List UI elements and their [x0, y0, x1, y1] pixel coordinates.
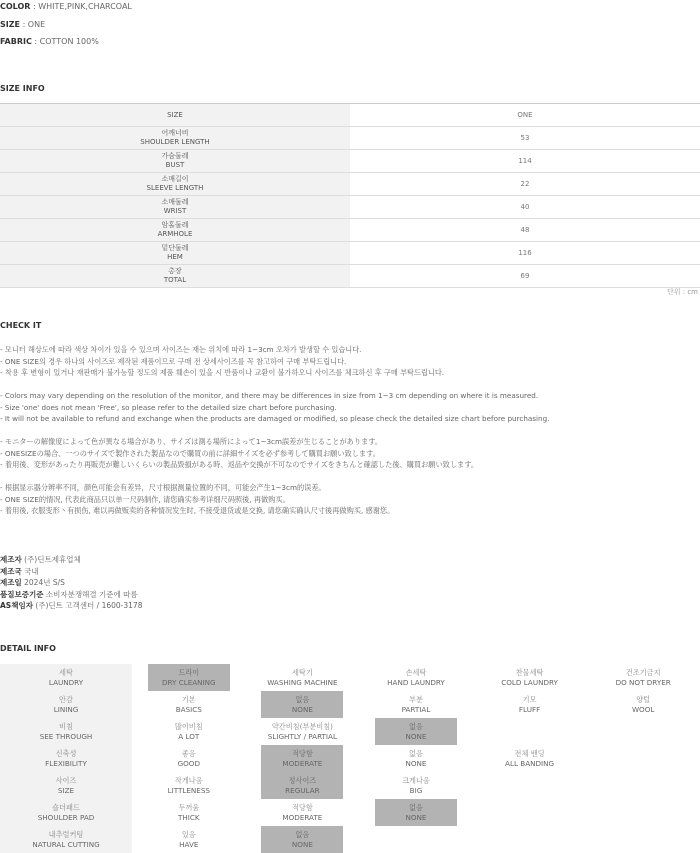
check-note-line: - ONE SIZE的情况, 代表此商品只以单一尺码制作, 请您确实参考详细尺码照後, 再做购买。 [0, 494, 290, 504]
measure-label [0, 242, 350, 264]
manufacture-value: 국내 [21, 566, 39, 576]
manufacture-label: 제조국 [0, 566, 22, 576]
detail-option [489, 772, 571, 799]
measure-value: 116 [518, 249, 532, 257]
detail-option-ko: 없음 [409, 802, 423, 812]
detail-option-ko: 없음 [409, 721, 423, 731]
size-table-row [0, 196, 700, 219]
detail-option-ko: 많이비침 [174, 721, 203, 731]
measure-label-ko: 밑단둘레 [161, 244, 189, 252]
measure-label-ko: 암홀둘레 [161, 221, 189, 229]
detail-option [602, 691, 684, 718]
check-note-line: - Colors may vary depending on the resolution of the monitor, and there may be differences in size from 1~3 cm depending on where it is measured. [0, 391, 539, 400]
size-table-row [0, 150, 700, 173]
detail-option-ko: 없음 [295, 829, 310, 839]
detail-option-en: THICK [177, 812, 200, 822]
measure-label-en: ARMHOLE [157, 230, 193, 238]
detail-option-ko: 좋음 [181, 748, 196, 758]
detail-header-ko: 신축성 [55, 748, 77, 758]
detail-row-header [0, 664, 132, 691]
detail-header-en: NATURAL CUTTING [32, 839, 100, 849]
detail-option-en: NONE [405, 812, 427, 822]
detail-option-en: NONE [291, 704, 313, 714]
detail-option [148, 691, 230, 718]
detail-option-en: MODERATE [282, 758, 323, 768]
unit-label: 단위 : cm [666, 288, 698, 296]
color-value: : WHITE,PINK,CHARCOAL [33, 2, 132, 11]
detail-option-en: FLUFF [518, 704, 541, 714]
detail-row-header [0, 718, 132, 745]
check-it-title: CHECK IT [0, 321, 42, 330]
measure-label-en: BUST [165, 161, 185, 169]
detail-option [489, 799, 571, 826]
detail-option-en: DO NOT DRYER [615, 677, 671, 687]
detail-option [148, 799, 230, 826]
manufacture-line [0, 589, 138, 600]
detail-option [489, 745, 571, 772]
check-note-line: - ONE SIZE의 경우 하나의 사이즈로 제작된 제품이므로 구매 전 상세사이즈를 꼭 참고하여 구매 부탁드립니다. [0, 356, 347, 366]
detail-header-en: LAUNDRY [48, 677, 84, 687]
size-info-title: SIZE INFO [0, 84, 45, 93]
measure-label [0, 219, 350, 241]
detail-header-en: SEE THROUGH [39, 731, 93, 741]
measure-label-en: WRIST [163, 207, 187, 215]
measure-label-en: HEM [167, 253, 183, 261]
detail-option-ko: 기모 [522, 694, 537, 704]
detail-header-ko: 안감 [59, 694, 73, 704]
detail-option-ko: 세탁기 [291, 667, 313, 677]
detail-row [0, 799, 700, 826]
detail-option-en: REGULAR [285, 785, 320, 795]
size-table-row [0, 127, 700, 150]
detail-header-ko: 비침 [59, 721, 73, 731]
detail-option-en: BASICS [175, 704, 202, 714]
detail-option [148, 772, 230, 799]
detail-option [602, 745, 684, 772]
detail-option [489, 664, 571, 691]
manufacture-value: (주)딘트 고객센터 / 1600-3178 [32, 601, 143, 610]
detail-option-selected [375, 799, 457, 826]
detail-option [602, 718, 684, 745]
manufacture-label: 제조자 [0, 555, 22, 564]
detail-option [375, 826, 457, 853]
detail-option [489, 691, 571, 718]
detail-option [261, 799, 343, 826]
detail-option-selected [148, 664, 230, 691]
detail-option-ko: 작게나옴 [174, 775, 203, 785]
detail-row [0, 772, 700, 799]
measure-label [0, 265, 350, 287]
measure-value: 48 [520, 226, 530, 234]
detail-option-selected [261, 772, 343, 799]
size-header-label: SIZE [0, 104, 350, 126]
measure-label-ko: 어깨너비 [161, 129, 189, 137]
detail-row [0, 691, 700, 718]
size-table-row [0, 219, 700, 242]
detail-row [0, 745, 700, 772]
manufacture-value: 소비자분쟁해결 기준에 따름 [43, 589, 138, 599]
detail-option-en: HAND LAUNDRY [387, 677, 445, 687]
detail-option [602, 664, 684, 691]
detail-option [375, 664, 457, 691]
detail-option-en: WOOL [631, 704, 655, 714]
detail-option [148, 745, 230, 772]
color-label: COLOR [0, 2, 31, 11]
detail-header-en: FLEXIBILITY [45, 758, 87, 768]
measure-value: 53 [520, 134, 530, 142]
detail-header-ko: 세탁 [59, 667, 73, 677]
manufacture-line [0, 566, 39, 577]
manufacture-line [0, 600, 142, 611]
manufacture-value: 2024년 S/S [21, 578, 65, 587]
detail-option-en: BIG [409, 785, 423, 795]
detail-option-en: SLIGHTLY / PARTIAL [267, 731, 337, 741]
measure-label-en: TOTAL [163, 276, 187, 284]
detail-option-en: COLD LAUNDRY [501, 677, 558, 687]
detail-header-ko: 사이즈 [55, 775, 77, 785]
color-line [0, 2, 132, 11]
detail-option-en: MODERATE [282, 812, 323, 822]
detail-row-header [0, 772, 132, 799]
detail-option-en: NONE [405, 758, 427, 768]
manufacture-label: 제조일 [0, 578, 22, 587]
detail-option-en: HAVE [179, 839, 199, 849]
fabric-label: FABRIC [0, 37, 32, 46]
size-label: SIZE [0, 20, 21, 29]
detail-option-ko: 없음 [295, 694, 310, 704]
measure-label [0, 196, 350, 218]
measure-label-ko: 총장 [168, 267, 182, 275]
measure-value: 40 [520, 203, 530, 211]
detail-option-en: NONE [291, 839, 313, 849]
detail-option-ko: 크게나옴 [402, 775, 430, 785]
detail-option-ko: 기본 [181, 694, 196, 704]
detail-option-ko: 찬물세탁 [515, 667, 544, 677]
detail-option-ko: 약간비침(부분비침) [271, 721, 333, 731]
detail-option [602, 772, 684, 799]
measure-label-en: SLEEVE LENGTH [146, 184, 204, 192]
detail-option-en: NONE [405, 731, 427, 741]
measure-label [0, 173, 350, 195]
detail-option-selected [261, 691, 343, 718]
detail-option-en: LITTLENESS [167, 785, 210, 795]
detail-header-ko: 내추럴커팅 [48, 829, 84, 839]
check-note-line: - Size 'one' does not mean 'Free', so please refer to the detailed size chart before purchasing. [0, 402, 337, 412]
detail-option [375, 745, 457, 772]
detail-option-ko: 손세탁 [405, 667, 427, 677]
detail-option [375, 772, 457, 799]
measure-value: 114 [518, 157, 532, 165]
detail-option-en: PARTIAL [401, 704, 431, 714]
measure-value: 69 [520, 272, 530, 280]
size-table-row [0, 242, 700, 265]
check-note-line: - 着用後、変形があったり再販売が難しいくらいの製品毀損がある時、返品や交換が不可なのでサイズをきちんと確認した後、購買お願い致します。 [0, 460, 479, 470]
detail-option-ko: 있음 [181, 829, 196, 839]
size-table-row [0, 265, 700, 288]
size-value: : ONE [22, 20, 46, 29]
detail-option-en: WASHING MACHINE [267, 677, 338, 687]
detail-option-ko: 전체 밴딩 [514, 748, 545, 758]
measure-label [0, 150, 350, 172]
fabric-line [0, 37, 99, 46]
detail-row-header [0, 826, 132, 853]
detail-header-ko: 숄더패드 [52, 802, 80, 812]
check-note-line: - 착용 후 변형이 있거나 재판매가 불가능할 정도의 제품 훼손이 있을 시 반품이나 교환이 불가하오니 사이즈를 체크하신 후 구매 부탁드립니다. [0, 368, 445, 378]
manufacture-label: AS책임자 [0, 601, 33, 610]
detail-option [489, 718, 571, 745]
detail-option-en: DRY CLEANING [161, 677, 216, 687]
size-line [0, 20, 45, 29]
detail-option-en: GOOD [177, 758, 200, 768]
check-note-line: - 着用後, 衣服变形丶有损伤, 难以再做贩卖的各种情况发生时, 不接受退货或是交换, 请您确实确认尺寸後再做购买, 感谢您。 [0, 506, 395, 516]
measure-label [0, 127, 350, 149]
measure-label-ko: 소매길이 [161, 175, 189, 183]
check-note-line: - 모니터 해상도에 따라 색상 차이가 있을 수 있으며 사이즈는 재는 위치에 따라 1~3cm 오차가 발생할 수 있습니다. [0, 345, 362, 354]
size-header-value: ONE [517, 111, 533, 119]
detail-option-selected [261, 745, 343, 772]
detail-info-title: DETAIL INFO [0, 644, 56, 653]
detail-option [602, 826, 684, 853]
detail-option-ko: 부분 [409, 694, 423, 704]
detail-option-ko: 두꺼움 [178, 802, 200, 812]
detail-option [375, 691, 457, 718]
detail-option [148, 718, 230, 745]
fabric-value: : COTTON 100% [34, 37, 99, 46]
detail-option [489, 826, 571, 853]
detail-info-grid [0, 664, 700, 853]
manufacture-line [0, 554, 81, 565]
detail-option-ko: 없음 [409, 748, 423, 758]
detail-option-en: A LOT [178, 731, 200, 741]
detail-option [148, 826, 230, 853]
manufacture-label: 품질보증기준 [0, 589, 44, 599]
detail-option-ko: 드라이 [178, 667, 200, 677]
detail-row-header [0, 745, 132, 772]
detail-row [0, 718, 700, 745]
size-table-row [0, 173, 700, 196]
detail-header-en: SHOULDER PAD [37, 812, 95, 822]
manufacture-value: (주)딘트제휴업체 [21, 555, 81, 564]
detail-option-ko: 양털 [636, 694, 651, 704]
detail-header-en: LINING [53, 704, 79, 714]
detail-option [247, 664, 357, 691]
detail-row [0, 826, 700, 853]
detail-option-ko: 건조기금지 [625, 667, 661, 677]
detail-option [247, 718, 357, 745]
check-note-line: - ONESIZEの場合、一つのサイズで製作された製品なので購買の前に詳細サイズを必ず参考して購買お願い致します。 [0, 448, 380, 458]
detail-option-ko: 적당함 [291, 802, 313, 812]
size-table-header [0, 104, 700, 127]
check-note-line: - 根据显示器分辨率不同，颜色可能会有差异，尺寸根据测量位置的不同，可能会产生1~3cm的误差。 [0, 483, 326, 492]
detail-option-ko: 적당함 [291, 748, 313, 758]
detail-option [602, 799, 684, 826]
manufacture-line [0, 577, 65, 588]
detail-option-en: ALL BANDING [505, 758, 555, 768]
size-table [0, 103, 700, 288]
check-note-line: - It will not be available to refund and exchange when the products are damaged or modified, so please check the detailed size chart before purchasing. [0, 414, 550, 424]
detail-row-header [0, 691, 132, 718]
detail-row-header [0, 799, 132, 826]
measure-value: 22 [520, 180, 530, 188]
detail-option-ko: 정사이즈 [288, 775, 317, 785]
measure-label-en: SHOULDER LENGTH [140, 138, 210, 146]
measure-label-ko: 소매둘레 [161, 198, 189, 206]
check-note-line: - モニターの解像度によって色が異なる場合があり、サイズは測る場所によって1~3cm誤差が生じることがあります。 [0, 437, 383, 446]
detail-row [0, 664, 700, 691]
measure-label-ko: 가슴둘레 [161, 152, 189, 160]
detail-option-selected [261, 826, 343, 853]
detail-header-en: SIZE [57, 785, 75, 795]
detail-option-selected [375, 718, 457, 745]
